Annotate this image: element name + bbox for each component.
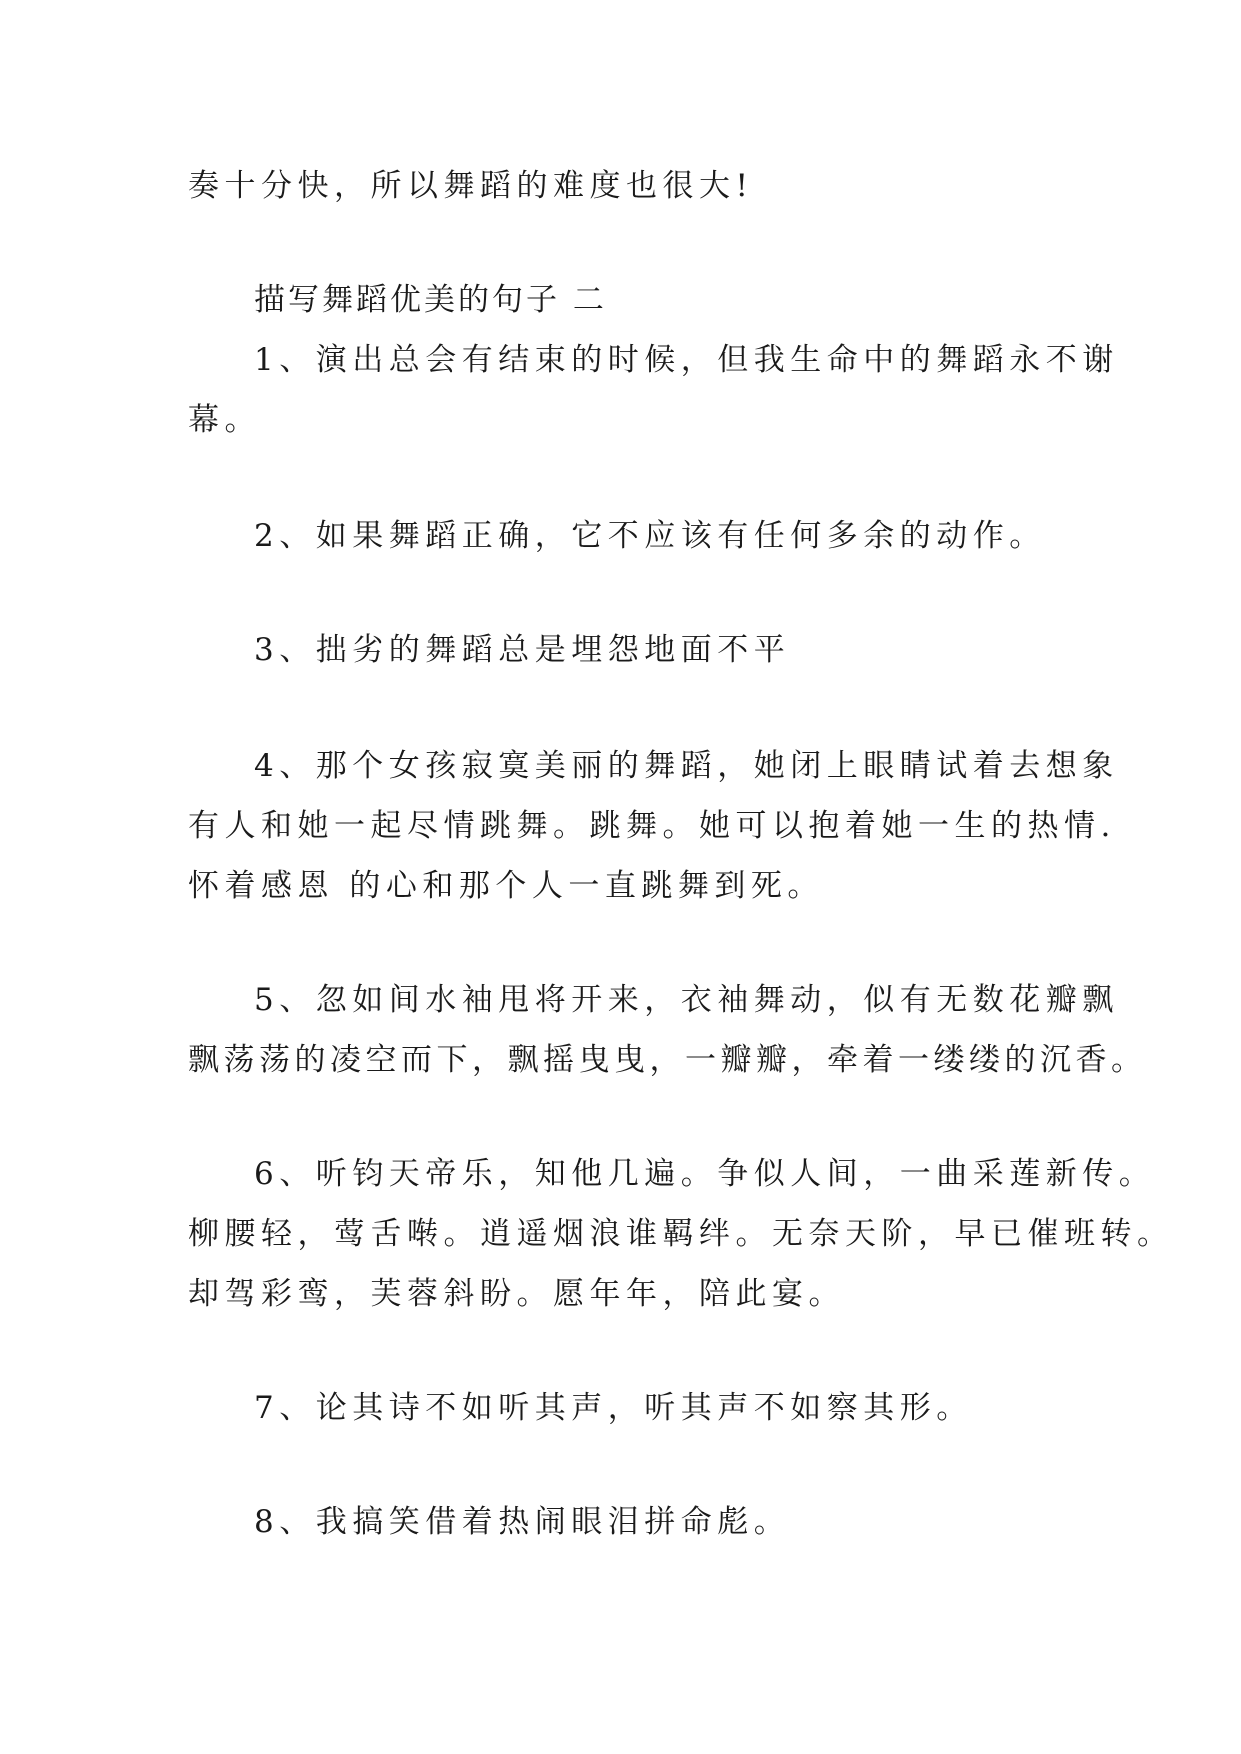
item-6-line-2: 柳腰轻，莺舌啭。逍遥烟浪谁羁绊。无奈天阶，早已催班转。 [188,1216,1174,1252]
item-5-line-1: 5、忽如间水袖甩将开来，衣袖舞动，似有无数花瓣飘 [254,982,1119,1018]
item-6-line-1: 6、听钧天帝乐，知他几遍。争似人间，一曲采莲新传。 [254,1156,1156,1192]
section-heading: 描写舞蹈优美的句子 二 [254,282,607,318]
paragraph-continuation-line: 奏十分快，所以舞蹈的难度也很大! [188,168,754,204]
item-3-line-1: 3、拙劣的舞蹈总是埋怨地面不平 [254,632,791,668]
item-1-line-1: 1、演出总会有结束的时候，但我生命中的舞蹈永不谢 [254,342,1119,378]
item-1-line-2: 幕。 [188,402,261,438]
item-5-line-2: 飘荡荡的凌空而下，飘摇曳曳，一瓣瓣，牵着一缕缕的沉香。 [188,1042,1147,1078]
item-2-line-1: 2、如果舞蹈正确，它不应该有任何多余的动作。 [254,518,1046,554]
item-4-line-2: 有人和她一起尽情跳舞。跳舞。她可以抱着她一生的热情. [188,808,1116,844]
item-4-line-1: 4、那个女孩寂寞美丽的舞蹈，她闭上眼睛试着去想象 [254,748,1119,784]
item-6-line-3: 却驾彩鸾，芙蓉斜盼。愿年年，陪此宴。 [188,1276,845,1312]
item-4-line-3: 怀着感恩 的心和那个人一直跳舞到死。 [188,868,824,904]
item-8-line-1: 8、我搞笑借着热闹眼泪拼命彪。 [254,1504,791,1540]
item-7-line-1: 7、论其诗不如听其声，听其声不如察其形。 [254,1390,973,1426]
